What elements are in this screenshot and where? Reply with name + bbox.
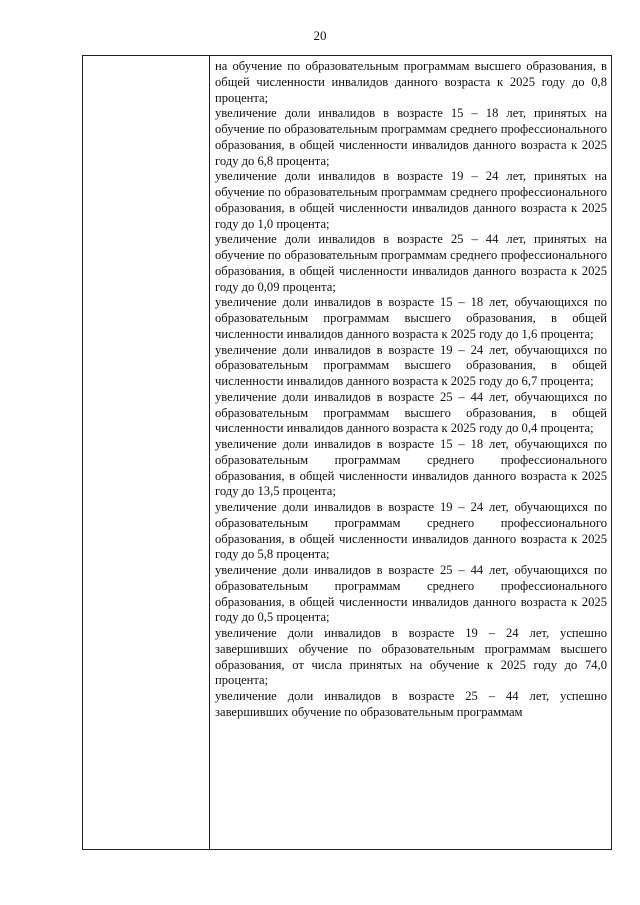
page-number: 20 xyxy=(313,28,327,43)
paragraph: увеличение доли инвалидов в возрасте 15 – 18 лет, принятых на обучение по образовательным программам среднего профессионального образования, в общей численности инвалидов данного возраста к 2025 году до 6,8 процента; xyxy=(215,106,607,168)
table-right-column xyxy=(210,56,611,849)
paragraph: увеличение доли инвалидов в возрасте 19 – 24 лет, успешно завершивших обучение по образовательным программам высшего образования, от числа принятых на обучение к 2025 году до 74,0 процента; xyxy=(215,626,607,688)
paragraph: увеличение доли инвалидов в возрасте 25 – 44 лет, обучающихся по образовательным программам среднего профессионального образования, в общей численности инвалидов данного возраста к 2025 году до 0,5 процента; xyxy=(215,563,607,625)
paragraph: увеличение доли инвалидов в возрасте 19 – 24 лет, обучающихся по образовательным программам высшего образования, в общей численности инвалидов данного возраста к 2025 году до 6,7 процента; xyxy=(215,342,607,388)
paragraph: увеличение доли инвалидов в возрасте 25 – 44 лет, успешно завершивших обучение по образовательным программам xyxy=(215,689,607,719)
paragraph: увеличение доли инвалидов в возрасте 19 – 24 лет, принятых на обучение по образовательным программам среднего профессионального образования, в общей численности инвалидов данного возраста к 2025 году до 1,0 процента; xyxy=(215,169,607,231)
paragraph: увеличение доли инвалидов в возрасте 19 – 24 лет, обучающихся по образовательным программам среднего профессионального образования, в общей численности инвалидов данного возраста к 2025 году до 5,8 процента; xyxy=(215,500,607,562)
paragraph: увеличение доли инвалидов в возрасте 15 – 18 лет, обучающихся по образовательным программам среднего профессионального образования, в общей численности инвалидов данного возраста к 2025 году до 13,5 процента; xyxy=(215,437,607,499)
document-table xyxy=(82,55,612,850)
table-left-column xyxy=(83,56,210,849)
paragraph: увеличение доли инвалидов в возрасте 25 – 44 лет, принятых на обучение по образовательным программам среднего профессионального образования, в общей численности инвалидов данного возраста к 2025 году до 0,09 процента; xyxy=(215,232,607,294)
paragraph: увеличение доли инвалидов в возрасте 25 – 44 лет, обучающихся по образовательным программам высшего образования, в общей численности инвалидов данного возраста к 2025 году до 0,4 процента; xyxy=(215,389,607,436)
paragraph: на обучение по образовательным программам высшего образования, в общей численности инвалидов данного возраста к 2025 году до 0,8 процента; xyxy=(215,59,607,105)
paragraph: увеличение доли инвалидов в возрасте 15 – 18 лет, обучающихся по образовательным программам высшего образования, в общей численности инвалидов данного возраста к 2025 году до 1,6 процента; xyxy=(215,295,607,341)
